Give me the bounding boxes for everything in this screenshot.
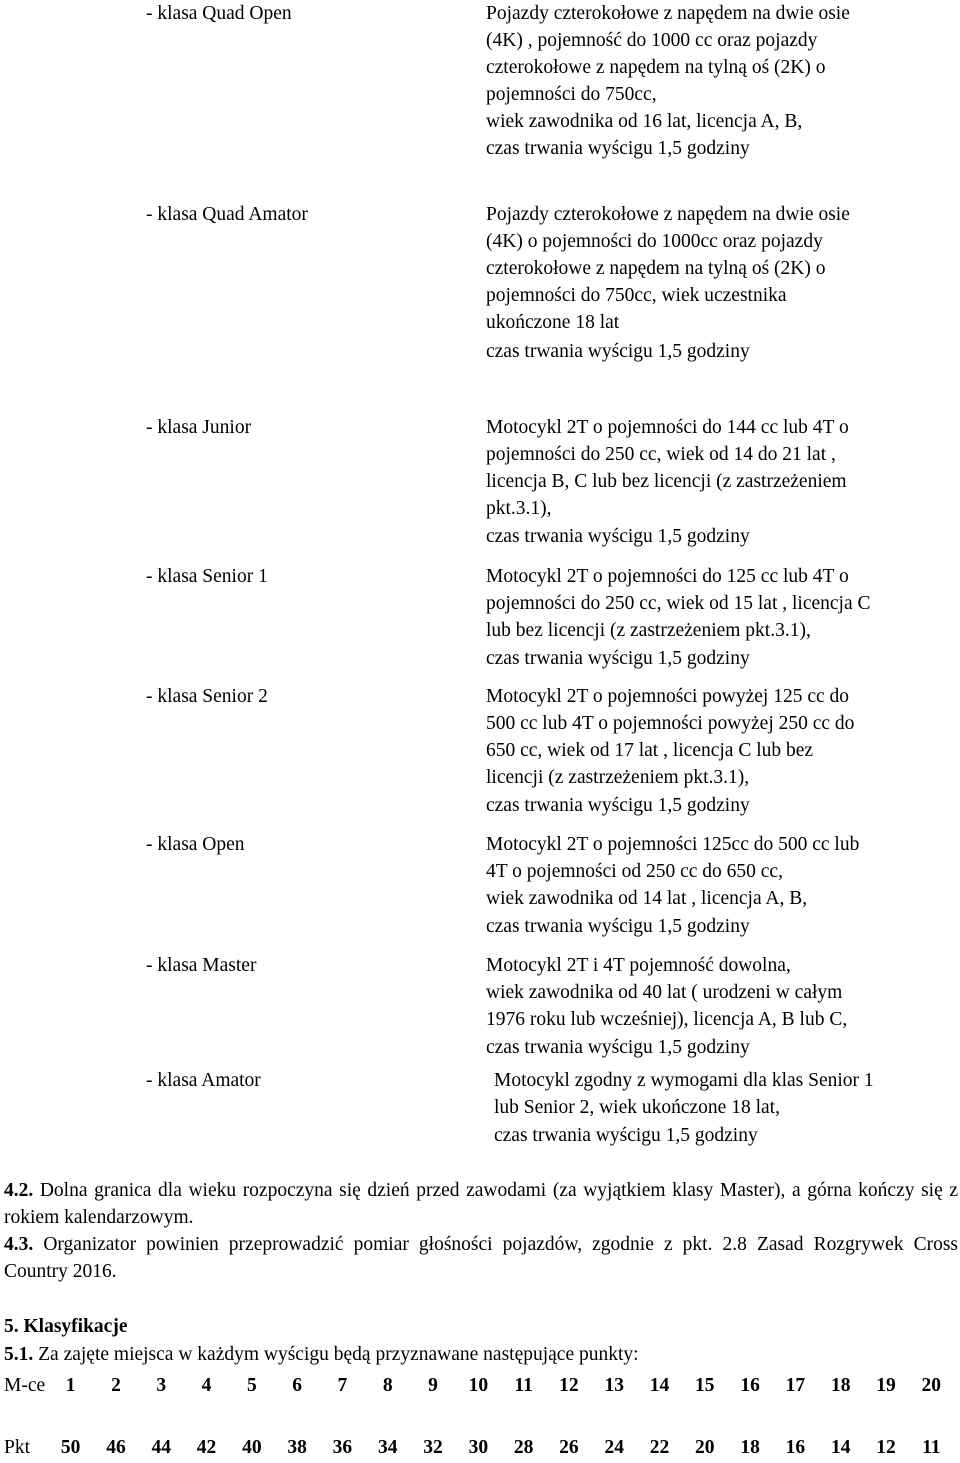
class-desc-line: wiek zawodnika od 16 lat, licencja A, B, [486, 111, 803, 132]
place-cell: 15 [695, 1375, 715, 1396]
points-cell: 12 [876, 1437, 896, 1458]
place-cell: 6 [292, 1375, 302, 1396]
place-cell: 7 [337, 1375, 348, 1396]
points-cell: 16 [785, 1437, 806, 1458]
class-desc-line: czas trwania wyścigu 1,5 godziny [486, 138, 750, 159]
class-desc-line: wiek zawodnika od 40 lat ( urodzeni w całym [486, 982, 843, 1003]
place-cell: 19 [876, 1375, 896, 1396]
paragraph-text: Organizator powinien przeprowadzić pomiar głośności pojazdów, zgodnie z pkt. 2.8 Zasad Rozgrywek Cross Country 2016. [4, 1234, 958, 1282]
points-cell: 32 [423, 1437, 443, 1458]
class-desc-line: lub Senior 2, wiek ukończone 18 lat, [494, 1097, 780, 1118]
class-desc-line: (4K) , pojemność do 1000 cc oraz pojazdy [486, 30, 818, 51]
class-desc-line: Motocykl 2T o pojemności do 125 cc lub 4T o [486, 566, 849, 587]
points-cell: 40 [242, 1437, 262, 1458]
class-desc-line: Motocykl 2T o pojemności powyżej 125 cc do [486, 686, 850, 707]
class-desc-line: Pojazdy czterokołowe z napędem na dwie osie [486, 204, 850, 225]
points-cell: 24 [604, 1437, 624, 1458]
class-desc-line: czas trwania wyścigu 1,5 godziny [486, 916, 750, 937]
class-desc-line: 4T o pojemności od 250 cc do 650 cc, [486, 861, 783, 882]
points-cell: 38 [287, 1437, 307, 1458]
points-cell: 18 [740, 1437, 760, 1458]
place-cell: 12 [559, 1375, 579, 1396]
paragraph-4-3 [4, 1231, 958, 1285]
place-cell: 16 [740, 1375, 760, 1396]
paragraph-text: Dolna granica dla wieku rozpoczyna się dzień przed zawodami (za wyjątkiem klasy Master), a górna kończy się z rokiem kalendarzowym. [4, 1180, 958, 1228]
class-desc-line: czas trwania wyścigu 1,5 godziny [486, 648, 750, 669]
class-desc-line: (4K) o pojemności do 1000cc oraz pojazdy [486, 231, 823, 252]
points-table [4, 1372, 954, 1462]
class-desc-line: pkt.3.1), [486, 498, 552, 519]
subsection-5-1 [4, 1341, 639, 1368]
class-desc-line: 650 cc, wiek od 17 lat , licencja C lub bez [486, 740, 814, 761]
class-desc-line: Motocykl 2T o pojemności 125cc do 500 cc lub [486, 834, 860, 855]
class-desc-line: Pojazdy czterokołowe z napędem na dwie osie [486, 3, 850, 24]
class-label-junior: - klasa Junior [146, 417, 252, 438]
place-cell: 14 [649, 1375, 670, 1396]
class-desc-line: czas trwania wyścigu 1,5 godziny [494, 1125, 758, 1146]
place-cell: 2 [111, 1375, 121, 1396]
places-row [4, 1372, 954, 1434]
place-cell: 1 [65, 1375, 76, 1396]
class-label-quad-amator: - klasa Quad Amator [146, 204, 308, 225]
class-desc-line: Motocykl 2T o pojemności do 144 cc lub 4T o [486, 417, 849, 438]
class-desc-line: lub bez licencji (z zastrzeżeniem pkt.3.1), [486, 620, 811, 641]
place-cell: 5 [246, 1375, 257, 1396]
class-label-senior-2: - klasa Senior 2 [146, 686, 268, 707]
class-desc-line: ukończone 18 lat [486, 312, 620, 333]
class-desc-line: pojemności do 250 cc, wiek od 15 lat , licencja C [486, 593, 871, 614]
points-cell: 44 [151, 1437, 171, 1458]
class-desc-line: pojemności do 750cc, [486, 84, 657, 105]
place-cell: 17 [785, 1375, 806, 1396]
points-cell: 26 [559, 1437, 579, 1458]
place-cell: 20 [921, 1375, 942, 1396]
class-label-master: - klasa Master [146, 955, 257, 976]
class-desc-line: czterokołowe z napędem na tylną oś (2K) o [486, 57, 826, 78]
points-cell: 36 [332, 1437, 353, 1458]
paragraph-number: 4.2. [4, 1180, 34, 1201]
place-cell: 8 [382, 1375, 393, 1396]
points-cell: 28 [513, 1437, 534, 1458]
class-desc-line: czas trwania wyścigu 1,5 godziny [486, 526, 750, 547]
class-desc-line: licencji (z zastrzeżeniem pkt.3.1), [486, 767, 750, 788]
points-cell: 14 [830, 1437, 851, 1458]
place-cell: 10 [468, 1375, 489, 1396]
class-desc-line: 500 cc lub 4T o pojemności powyżej 250 cc do [486, 713, 855, 734]
class-desc-line: czas trwania wyścigu 1,5 godziny [486, 1037, 750, 1058]
points-cell: 11 [922, 1437, 941, 1458]
subsection-text: Za zajęte miejsca w każdym wyścigu będą przyznawane następujące punkty: [33, 1344, 639, 1365]
class-label-senior-1: - klasa Senior 1 [146, 566, 268, 587]
place-cell: 9 [428, 1375, 438, 1396]
points-cell: 46 [106, 1437, 126, 1458]
section-heading: 5. Klasyfikacje [4, 1316, 128, 1337]
place-cell: 3 [156, 1375, 167, 1396]
points-cell: 50 [60, 1437, 81, 1458]
class-desc-line: czas trwania wyścigu 1,5 godziny [486, 795, 750, 816]
class-desc-line: Motocykl 2T i 4T pojemność dowolna, [486, 955, 791, 976]
points-cell: 20 [695, 1437, 715, 1458]
places-header: M-ce [4, 1375, 46, 1396]
class-desc-line: pojemności do 250 cc, wiek od 14 do 21 lat , [486, 444, 836, 465]
class-desc-line: czterokołowe z napędem na tylną oś (2K) o [486, 258, 826, 279]
class-desc-line: czas trwania wyścigu 1,5 godziny [486, 341, 750, 362]
points-cell: 42 [196, 1437, 217, 1458]
points-cell: 30 [468, 1437, 489, 1458]
paragraph-number: 4.3. [4, 1234, 34, 1255]
points-header: Pkt [4, 1437, 31, 1458]
class-label-open: - klasa Open [146, 834, 245, 855]
subsection-number: 5.1. [4, 1344, 34, 1365]
points-cell: 34 [377, 1437, 398, 1458]
place-cell: 4 [201, 1375, 212, 1396]
class-label-quad-open: - klasa Quad Open [146, 3, 292, 24]
place-cell: 13 [604, 1375, 624, 1396]
class-desc-line: Motocykl zgodny z wymogami dla klas Senior 1 [494, 1070, 874, 1091]
class-desc-line: wiek zawodnika od 14 lat , licencja A, B, [486, 888, 808, 909]
class-desc-line: 1976 roku lub wcześniej), licencja A, B lub C, [486, 1009, 848, 1030]
class-desc-line: pojemności do 750cc, wiek uczestnika [486, 285, 787, 306]
points-cell: 22 [649, 1437, 670, 1458]
class-label-amator: - klasa Amator [146, 1070, 261, 1091]
place-cell: 11 [514, 1375, 533, 1396]
paragraph-4-2 [4, 1177, 958, 1231]
place-cell: 18 [830, 1375, 851, 1396]
class-desc-line: licencja B, C lub bez licencji (z zastrzeżeniem [486, 471, 847, 492]
points-row [4, 1434, 954, 1462]
